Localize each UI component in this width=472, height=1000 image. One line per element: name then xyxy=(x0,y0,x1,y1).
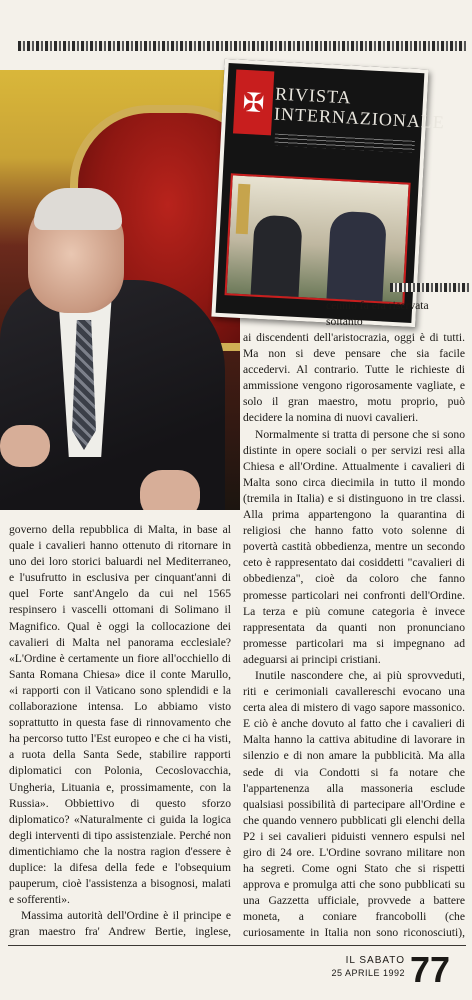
footer-date: 25 APRILE 1992 xyxy=(331,968,405,978)
cover-photo xyxy=(225,173,411,304)
white-hair xyxy=(34,188,122,230)
footer-rule xyxy=(8,945,466,946)
cover-flag xyxy=(236,184,251,235)
cover-subtitle-lines xyxy=(274,134,414,153)
maltese-cross-icon: ✠ xyxy=(241,87,266,119)
paragraph: Massima autorità dell'Ordine è il principe e gran maestro fra' Andrew Bertie, inglese, xyxy=(9,909,231,939)
magazine-masthead xyxy=(273,83,446,133)
left-hand xyxy=(0,425,50,467)
masthead-line1: RIVISTA xyxy=(274,83,353,108)
side-ornament-border xyxy=(390,283,470,292)
paragraph: Normalmente si tratta di persone che si sono distinte in opere sociali o per servizi resi alla Chiesa e all'Ordine. Attualmente i cavalieri di Malta sono circa diecimila in tutto il mondo (tremila in Italia) e si distinguono in tre classi. Alla prima appartengono la quarantina di religiosi che hanno fatto voto solenne di povertà castità obbedienza, mentre un secondo ceto è rappresentato dai cosiddetti "cavalieri di obbedienza", cioè da coloro che fanno promesse particolari nei confronti dell'Ordine. La terza e più comune categoria è invece rappresentata da quanti non pronunciano promesse particolari ma si impegnano ad adeguarsi ai principi cristiani. xyxy=(243,427,465,666)
top-ornament-border xyxy=(18,41,468,51)
page-number: 77 xyxy=(410,949,451,990)
paragraph: ai discendenti dell'aristocrazia, oggi è di tutti. Ma non si deve pensare che sia facile accedervi. Al contrario. Tutte le richieste di ammissione vengono rigorosamente vagliate, e solo il gran maestro, motu proprio, può decidere la nomina di nuovi cavalieri. xyxy=(243,331,465,425)
cover-figure-left xyxy=(251,215,303,297)
paragraph: governo della repubblica di Malta, in base al quale i cavalieri hanno ottenuto di ritornare in uno dei loro storici baluardi nel Mediterraneo, e l'usufrutto in esclusiva per cinquant'anni di quel Forte sant'Angelo da cui nel 1565 respinsero i vascelli ottomani di Solimano il Magnifico. Qual è oggi la collocazione dei cavalieri di Malta nel panorama ecclesiale? «L'Ordine è certamente un fiore all'occhiello di Santa Romana Chiesa» dice il conte Marullo, «i rapporti con il Vaticano sono splendidi e la collaborazione intensa. Lo abbiamo visto soprattutto in questa fase di rinnovamento che ha percorso tutto l'Est europeo e che ci ha visti, a ruota della Santa Sede, stabilire rapporti diplomatici con Polonia, Cecoslovacchia, Ungheria, Lituania e, prossimamente, con la Russia». Obbiettivo di questo sforzo diplomatico? «Naturalmente ci guida la logica degli interventi di tipo assistenziale. Perché non dimentichiamo che la nostra ragion d'essere è duplice: la difesa della fede e l'obsequium pauperum, cioè l'assistenza a bisognosi, malati e sofferenti». xyxy=(9,523,231,907)
cover-figure-right xyxy=(326,211,387,302)
maltese-cross-box xyxy=(233,69,274,135)
portrait-photo xyxy=(0,70,240,510)
masthead-line2: INTERNAZIONALE xyxy=(273,103,446,133)
article-text-right-top xyxy=(326,298,464,334)
article-column-right xyxy=(243,330,465,940)
article-column-left xyxy=(9,522,231,940)
paragraph: Inutile nascondere che, ai più sprovveduti, riti e cerimoniali cavallereschi evocano una certa alea di mistero di vago sapore massonico. E ciò è anche dovuto al fatto che i cavalieri di Malta hanno la cattiva abitudine di lavorare in silenzio e di non amare la pubblicità. Ma alla sede di via Condotti si fa notare che l'appartenenza alla massoneria esclude qualsiasi possibilità di partecipare all'Ordine e che quando vennero pubblicati gli elenchi della P2 i sei cavalieri piduisti vennero espulsi nel giro di 24 ore. L'Ordine sovrano militare non ha segreti. Come ogni Stato che si rispetti approva e promulga atti che sono pubblicati su una Gazzetta ufficiale, provvede a battere moneta, a coniare francobolli (che curiosamente in Italia non sono riconosciuti), xyxy=(243,668,465,940)
right-hand xyxy=(140,470,200,510)
footer-publication: IL SABATO xyxy=(345,955,405,966)
paragraph: cennio fa era riservata soltanto xyxy=(326,299,429,329)
